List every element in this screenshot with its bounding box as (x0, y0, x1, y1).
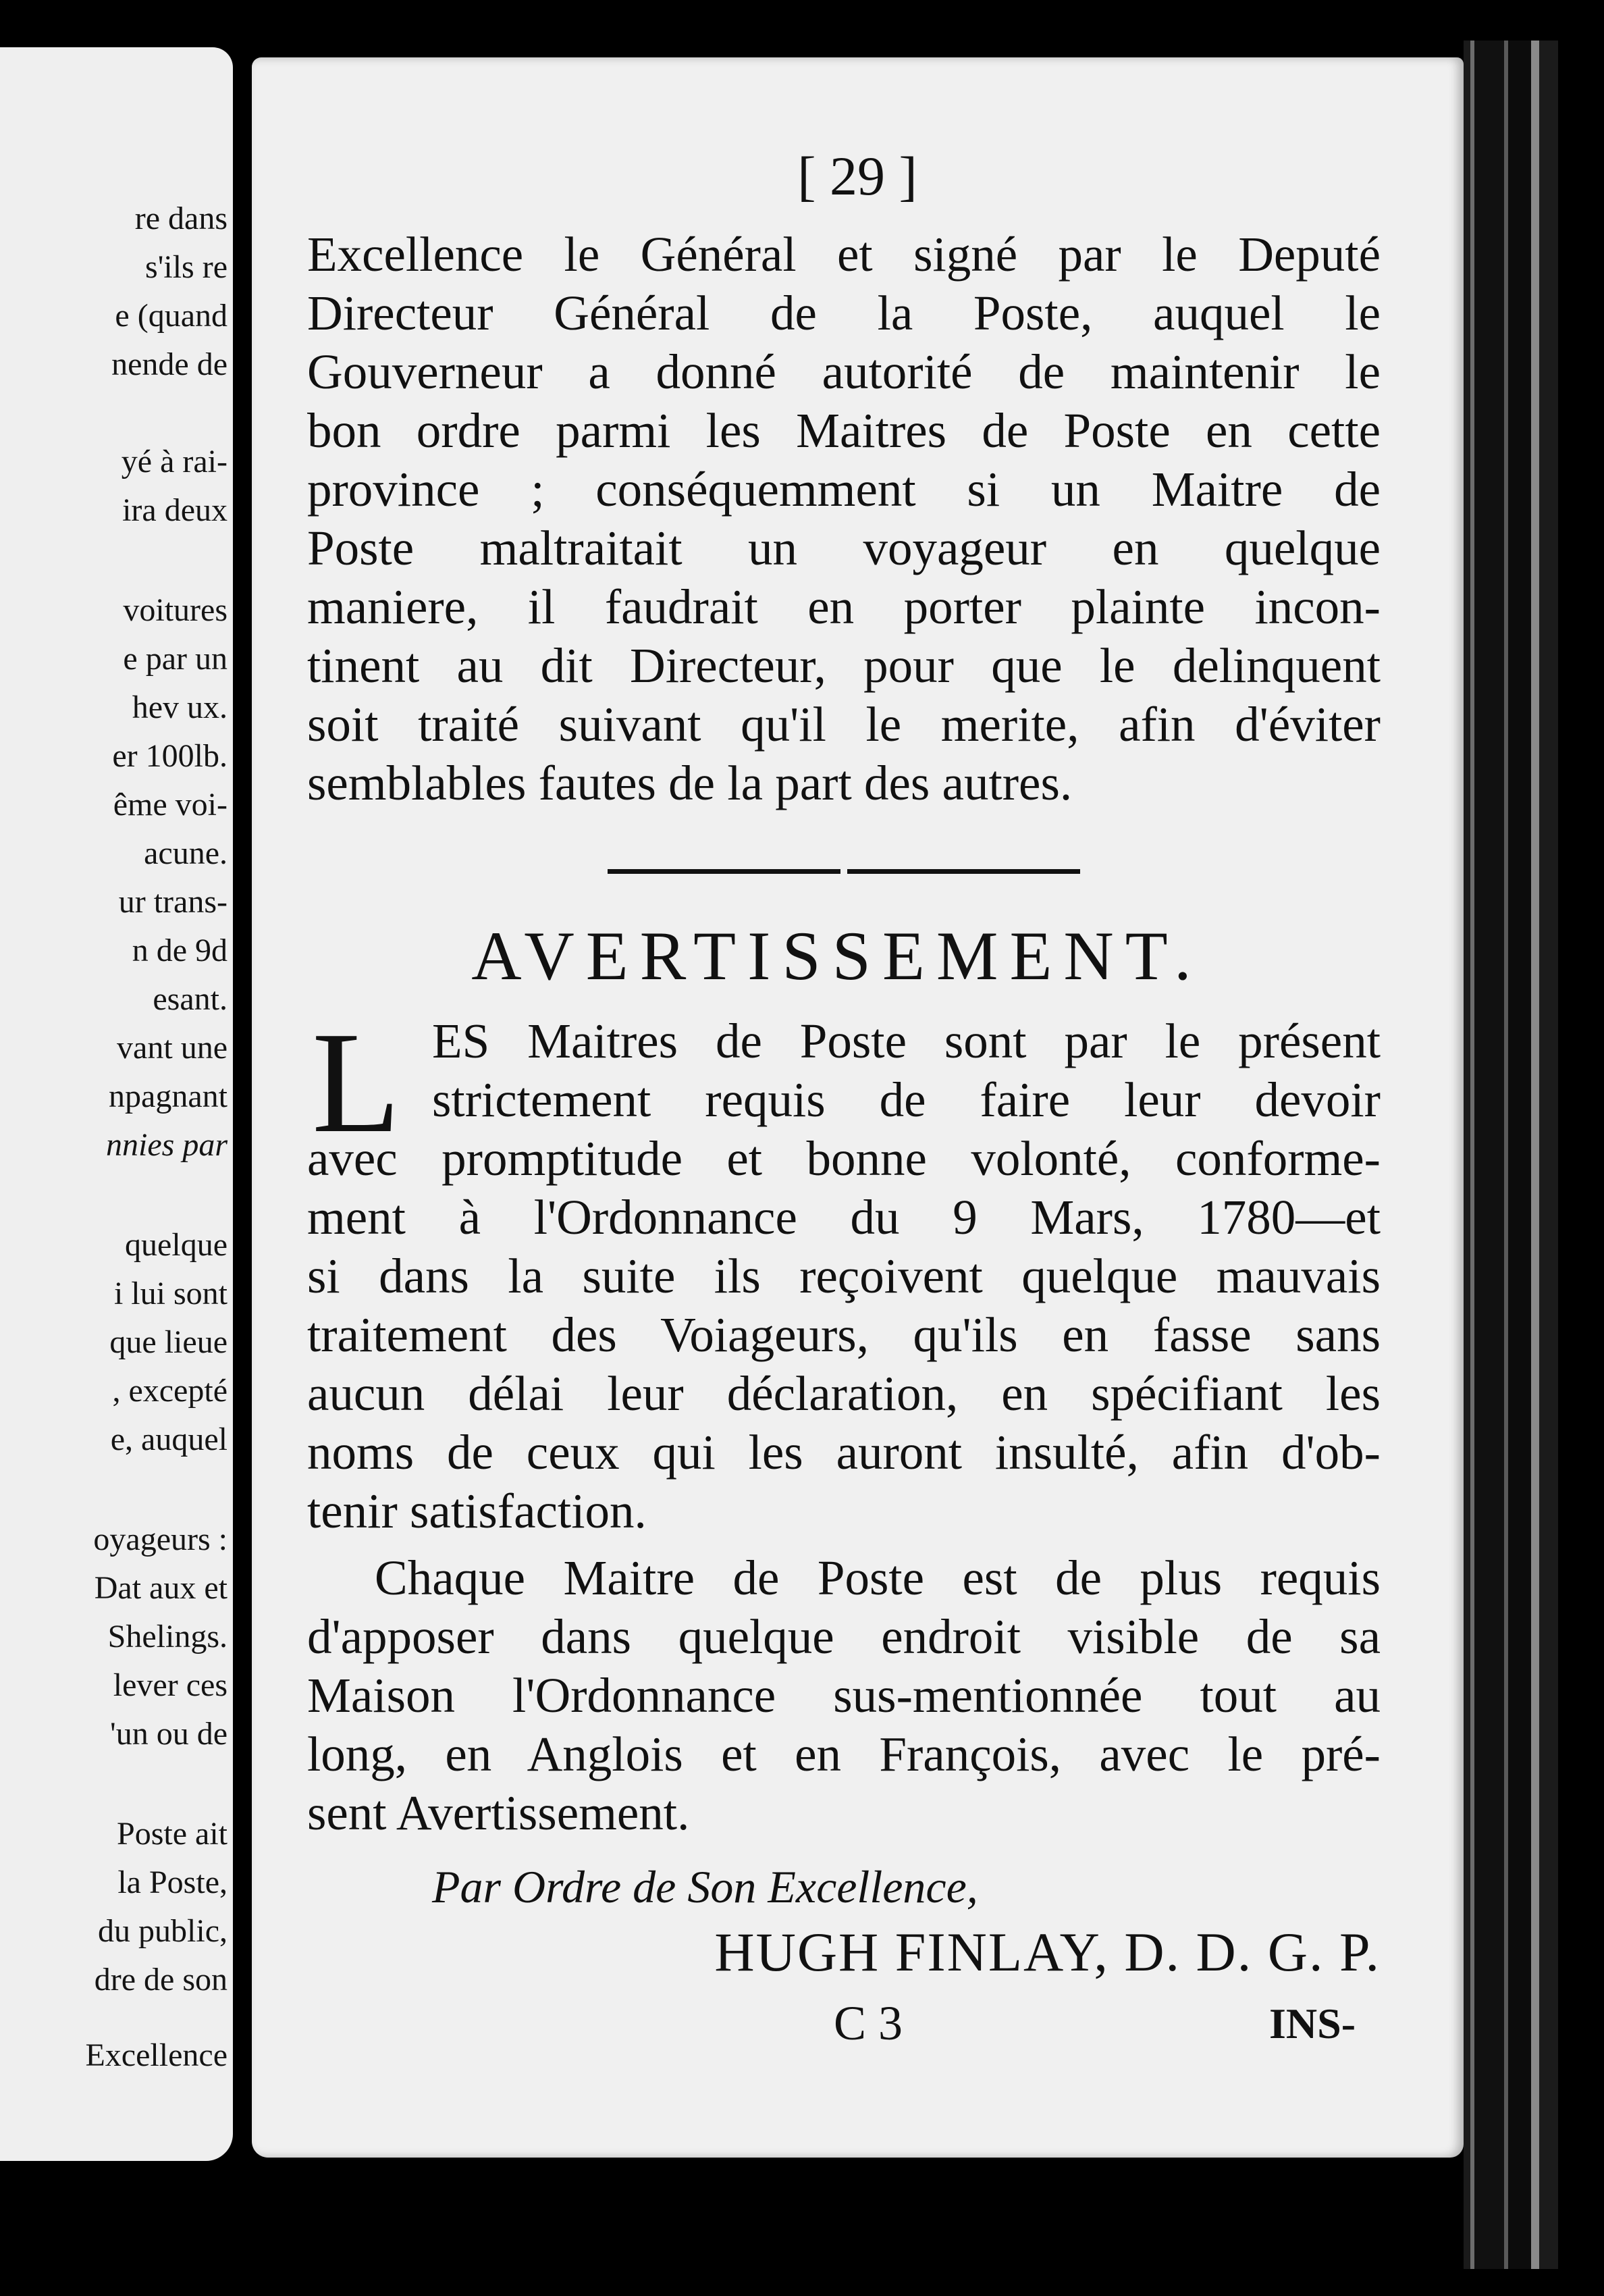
left-page-line: hev ux. (132, 689, 228, 725)
left-page-line: nnies par (106, 1127, 228, 1163)
left-page-line: e (quand (115, 298, 228, 334)
paragraph-line: d'apposer dans quelque endroit visible de sa (307, 1609, 1381, 1664)
left-page-line: ur trans- (118, 884, 228, 920)
paragraph-line: si dans la suite ils reçoivent quelque mauvais (307, 1249, 1381, 1303)
left-page-line: esant. (153, 981, 228, 1017)
left-page-line: quelque (125, 1227, 228, 1263)
paragraph-line: avec promptitude et bonne volonté, conforme- (307, 1131, 1381, 1186)
page-number: [ 29 ] (797, 145, 917, 207)
left-page-line: n de 9d (132, 933, 228, 968)
paragraph-line: ES Maitres de Poste sont par le présent (432, 1014, 1381, 1068)
left-page-line: npagnant (109, 1078, 228, 1114)
paragraph-line: tinent au dit Directeur, pour que le delinquent (307, 638, 1381, 693)
left-page-line: dre de son (94, 1962, 228, 1998)
drop-cap: L (312, 1001, 401, 1163)
page-edges (1464, 41, 1558, 2269)
left-page-line: lever ces (113, 1667, 228, 1703)
paragraph-line: aucun délai leur déclaration, en spécifiant les (307, 1366, 1381, 1421)
left-page-line: e, auquel (110, 1421, 228, 1457)
left-page-line: Excellence (85, 2037, 228, 2073)
left-page-line: e par un (123, 641, 228, 677)
left-page-line: re dans (134, 201, 228, 236)
paragraph-line: maniere, il faudrait en porter plainte incon- (307, 579, 1381, 634)
left-page-line: 'un ou de (110, 1716, 228, 1752)
paragraph-line: Maison l'Ordonnance sus-mentionnée tout au (307, 1668, 1381, 1723)
left-page (0, 47, 233, 2161)
left-page-line: Dat aux et (94, 1570, 228, 1606)
left-page-line: la Poste, (117, 1864, 228, 1900)
paragraph-line: Chaque Maitre de Poste est de plus requis (375, 1550, 1381, 1605)
left-page-line: s'ils re (145, 249, 228, 285)
left-page-line: er 100lb. (112, 738, 228, 774)
section-heading: AVERTISSEMENT. (471, 918, 1203, 995)
paragraph-line: noms de ceux qui les auront insulté, afin d'ob- (307, 1425, 1381, 1480)
signature-order-line: Par Ordre de Son Excellence, (432, 1861, 978, 1912)
left-page-line: nende de (111, 346, 228, 382)
paragraph-line: long, en Anglois et en François, avec le pré- (307, 1727, 1381, 1781)
paragraph-line: Gouverneur a donné autorité de maintenir le (307, 344, 1381, 399)
paragraph-line: bon ordre parmi les Maitres de Poste en cette (307, 403, 1381, 458)
left-page-line: Poste ait (117, 1816, 228, 1852)
left-page-line: ême voi- (113, 787, 228, 823)
left-page-line: voitures (123, 592, 228, 628)
ornamental-rule (847, 869, 1080, 874)
ornamental-rule (608, 869, 840, 874)
signature-name: HUGH FINLAY, D. D. G. P. (714, 1921, 1381, 1983)
paragraph-line: strictement requis de faire leur devoir (432, 1072, 1381, 1127)
left-page-line: oyageurs : (93, 1521, 228, 1557)
left-page-line: acune. (144, 835, 228, 871)
left-page-line: ira deux (122, 492, 228, 528)
catchword: INS- (1269, 2000, 1356, 2047)
paragraph-line: semblables fautes de la part des autres. (307, 756, 1073, 810)
paragraph-line: Directeur Général de la Poste, auquel le (307, 286, 1381, 340)
left-page-line: vant une (117, 1030, 228, 1066)
left-page-line: Shelings. (107, 1619, 228, 1654)
left-page-line: que lieue (109, 1324, 228, 1360)
left-page-line: yé à rai- (121, 444, 228, 479)
left-page-line: , excepté (112, 1373, 228, 1409)
paragraph-line: traitement des Voiageurs, qu'ils en fasse sans (307, 1307, 1381, 1362)
paragraph-line: province ; conséquemment si un Maitre de (307, 462, 1381, 517)
paragraph-line: Excellence le Général et signé par le Deputé (307, 227, 1381, 282)
left-page-line: du public, (98, 1913, 228, 1949)
left-page-line: i lui sont (113, 1276, 228, 1311)
book-gutter (233, 0, 252, 2296)
paragraph-line: Poste maltraitait un voyageur en quelque (307, 521, 1381, 575)
paragraph-line: ment à l'Ordonnance du 9 Mars, 1780—et (307, 1190, 1381, 1245)
signature-mark: C 3 (834, 1996, 903, 2050)
paragraph-line: tenir satisfaction. (307, 1484, 647, 1538)
paragraph-line: soit traité suivant qu'il le merite, afin d'éviter (307, 697, 1381, 752)
paragraph-line: sent Avertissement. (307, 1785, 690, 1840)
